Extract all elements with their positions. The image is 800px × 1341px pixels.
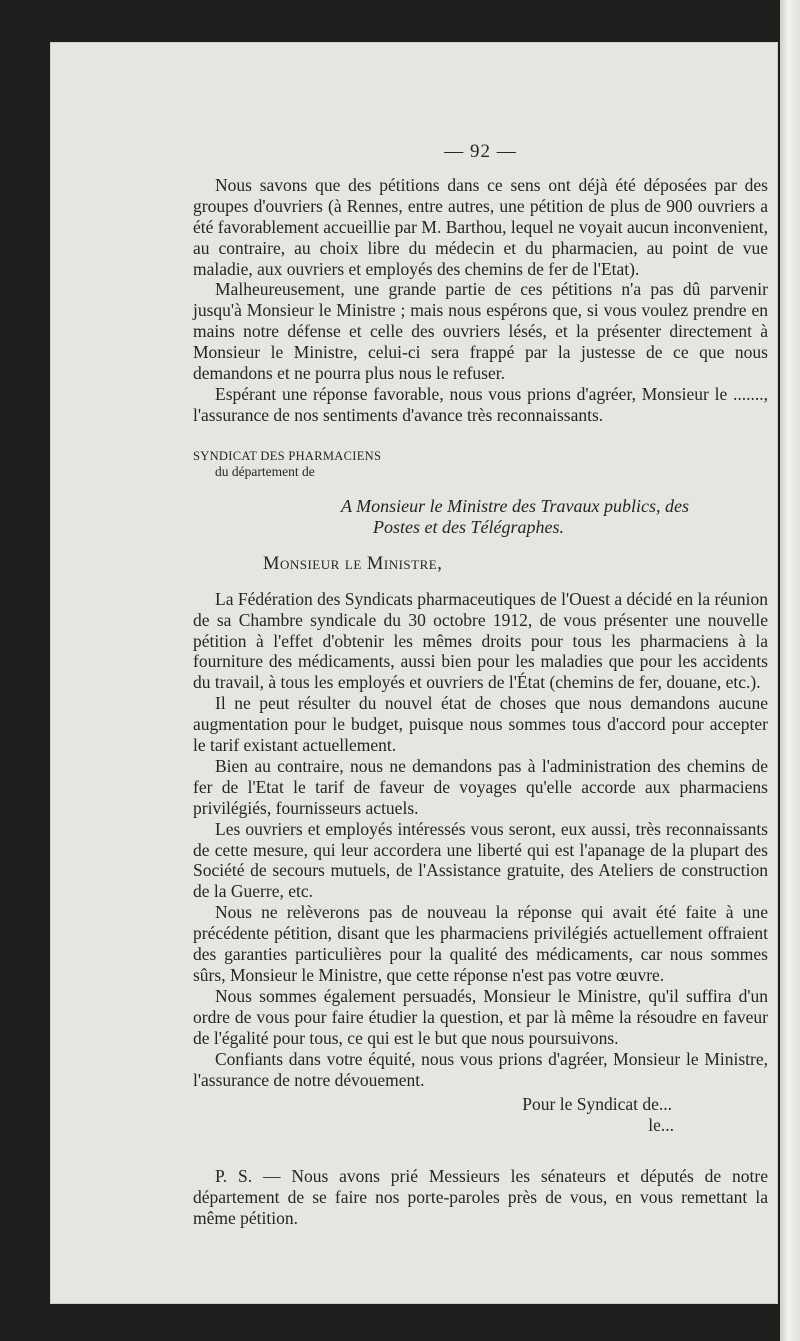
paragraph: Nous ne relèverons pas de nouveau la réponse qui avait été faite à une précédente pétition, disant que les pharmaciens privilégiés actuellement offraient des garanties particulières pour la qualité des médicaments, car nous sommes sûrs, Monsieur le Ministre, que cette réponse n'est pas votre œuvre. [193,902,768,985]
document-body [193,141,768,1229]
paragraph: Espérant une réponse favorable, nous vous prions d'agréer, Monsieur le ......., l'assurance de nos sentiments d'avance très reconnaissants. [193,383,768,425]
address-line-2: Postes et des Télégraphes. [373,516,564,537]
address-line-1: A Monsieur le Ministre des Travaux publics, des [341,495,689,516]
paragraph: Il ne peut résulter du nouvel état de choses que nous demandons aucune augmentation pour le budget, puisque nous sommes tous d'accord pour accepter le tarif existant actuellement. [193,693,768,756]
paragraph: Les ouvriers et employés intéressés vous seront, eux aussi, très reconnaissants de cette mesure, qui leur accordera une liberté qui est l'apanage de la plupart des Société de secours mutuels, de l'Assistance gratuite, des Ateliers de construction de la Guerre, etc. [193,818,768,902]
page-edge [780,0,800,1341]
paragraph: Nous sommes également persuadés, Monsieur le Ministre, qu'il suffira d'un ordre de vous pour faire étudier la question, et par là même la résoudre en faveur de l'égalité pour tous, ce qui est le but que nous poursuivons. [193,985,768,1048]
syndicat-subheader: du département de [215,463,315,479]
postscript: P. S. — Nous avons prié Messieurs les sénateurs et députés de notre département de se faire nos porte-paroles près de vous, en vous remettant la même pétition. [193,1166,768,1229]
paragraph: La Fédération des Syndicats pharmaceutiques de l'Ouest a décidé en la réunion de sa Chambre syndicale du 30 octobre 1912, de vous présenter une nouvelle pétition à l'effet d'obtenir les mêmes droits pour tous les pharmaciens à la fourniture des médicaments, aussi bien pour les maladies que pour les accidents du travail, à tous les employés et ouvriers de l'État (chemins de fer, douane, etc.). [193,588,768,693]
paragraph: Malheureusement, une grande partie de ces pétitions n'a pas dû parvenir jusqu'à Monsieur le Ministre ; mais nous espérons que, si vous voulez prendre en mains notre défense et celle des ouvriers lésés, et la présenter directement à Monsieur le Ministre, celui-ci sera frappé par la justesse de ce que nous demandons et ne pourra plus nous le refuser. [193,279,768,384]
syndicat-header: SYNDICAT DES PHARMACIENS [193,448,382,463]
paragraph: Bien au contraire, nous ne demandons pas à l'administration des chemins de fer de l'Etat le tarif de faveur de voyages qu'elle accorde aux pharmaciens privilégiés, fournisseurs actuels. [193,755,768,818]
signature-line-2: le... [648,1115,674,1136]
paragraph: Nous savons que des pétitions dans ce sens ont déjà été déposées par des groupes d'ouvriers (à Rennes, entre autres, une pétition de plus de 900 ouvriers a été favorablement accueillie par M. Barthou, lequel ne voyait aucun inconvenient, au contraire, au choix libre du médecin et du pharmacien, au point de vue maladie, aux ouvriers et employés des chemins de fer de l'Etat). [193,174,768,279]
paragraph: Confiants dans votre équité, nous vous prions d'agréer, Monsieur le Ministre, l'assurance de notre dévouement. [193,1048,768,1090]
page-number: — 92 — [444,141,517,162]
salutation: Monsieur le Ministre, [263,553,443,574]
signature-line-1: Pour le Syndicat de... [522,1094,672,1115]
